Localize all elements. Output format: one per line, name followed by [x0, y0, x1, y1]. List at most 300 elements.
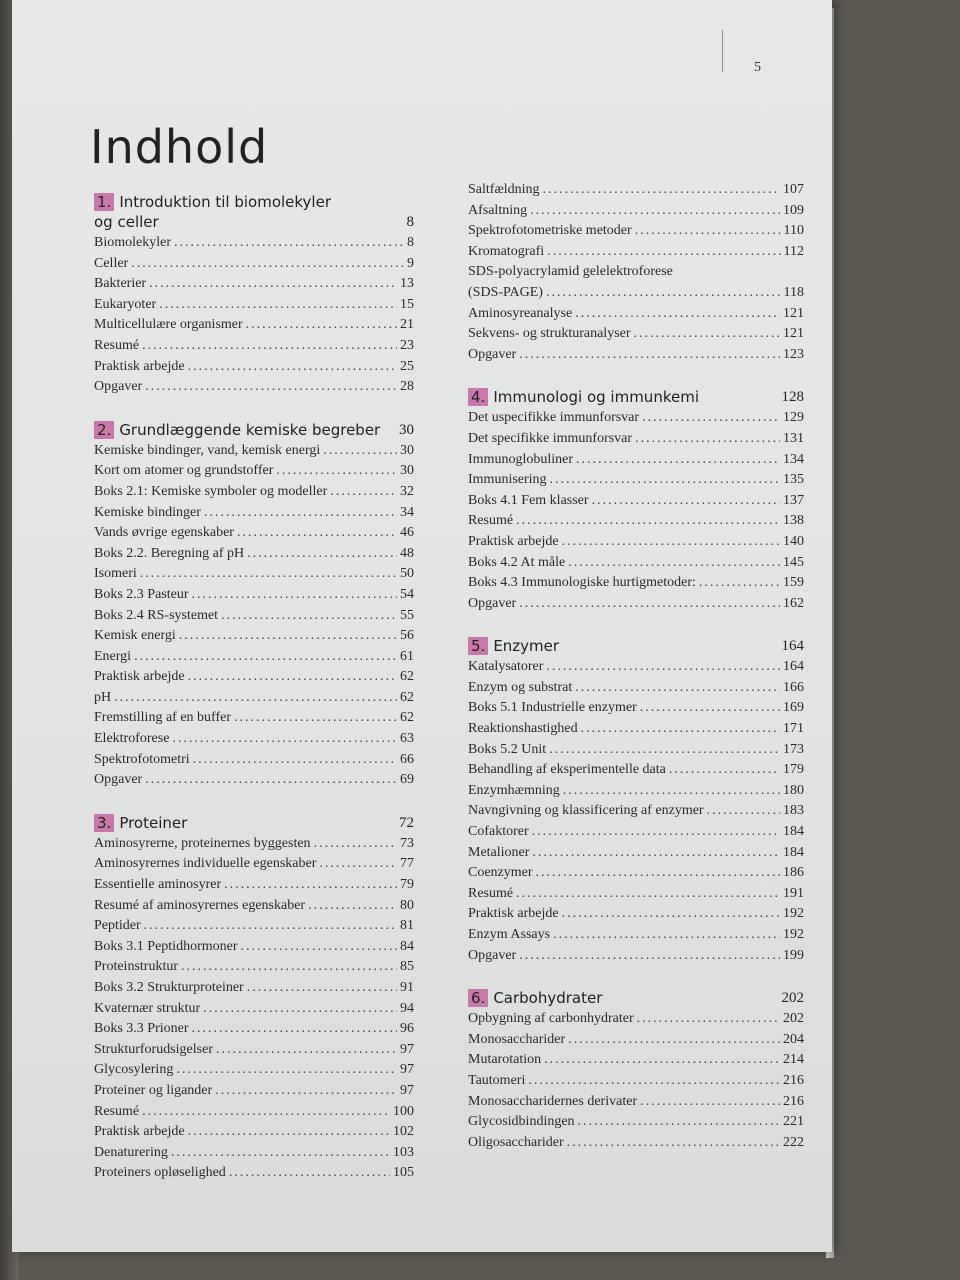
dot-leader [544, 1050, 780, 1071]
chapter-heading [468, 387, 804, 407]
toc-entry [94, 461, 414, 482]
toc-entry-page: 183 [783, 803, 804, 819]
toc-entry-label: Boks 2.2. Beregning af pH [94, 545, 245, 561]
toc-entry [468, 1030, 804, 1051]
toc-entry-label: Saltfældning [468, 182, 540, 197]
toc-entry [468, 450, 804, 471]
toc-entry-label: Det specifikke immunforsvar [468, 430, 633, 446]
chapter-title: Grundlæggende kemiske begreber [119, 420, 381, 439]
toc-entry-label: Praktisk arbejde [468, 533, 559, 549]
toc-entry-label: Vands øvrige egenskaber [94, 525, 234, 541]
toc-entry-page: 50 [400, 566, 414, 582]
dot-leader [532, 822, 780, 843]
toc-entry-page: 81 [400, 918, 414, 934]
toc-entry-label: Opgaver [94, 379, 143, 395]
toc-entry-page: 100 [393, 1103, 414, 1119]
toc-entry-page: 164 [783, 659, 804, 675]
dot-leader [323, 441, 397, 462]
dot-leader [145, 377, 397, 398]
toc-right-column [468, 180, 804, 1175]
dot-leader [516, 511, 780, 532]
toc-entry [94, 916, 414, 937]
toc-entry-page: 110 [783, 223, 804, 239]
dot-leader [642, 408, 780, 429]
toc-entry [468, 429, 804, 450]
toc-entry-page: 15 [400, 296, 414, 312]
dot-leader [192, 585, 398, 606]
chapter-number-badge: 2. [94, 421, 114, 439]
toc-entry-label: Boks 2.4 RS-systemet [94, 607, 219, 623]
toc-entry-label: Essentielle aminosyrer [94, 877, 222, 893]
toc-entry [94, 770, 414, 791]
toc-entry-page: 66 [400, 751, 414, 767]
toc-entry-label: Boks 4.3 Immunologiske hurtigmetoder: [468, 575, 696, 591]
toc-entry [468, 491, 804, 512]
toc-entry-page: 96 [400, 1021, 414, 1037]
toc-entry [94, 1019, 414, 1040]
dot-leader [637, 1009, 780, 1030]
dot-leader [149, 274, 397, 295]
toc-entry [94, 606, 414, 627]
toc-entry-label: Navngivning og klassificering af enzymer [468, 803, 704, 819]
toc-entry [94, 503, 414, 524]
toc-entry-page: 159 [783, 575, 804, 591]
toc-entry-page: 77 [400, 856, 414, 872]
toc-entry [94, 357, 414, 378]
toc-entry [94, 999, 414, 1020]
toc-entry [94, 667, 414, 688]
dot-leader [576, 450, 780, 471]
toc-entry-page: 191 [783, 885, 804, 901]
toc-entry-page: 30 [400, 442, 414, 458]
chapter-page: 30 [399, 421, 414, 438]
toc-entry [94, 1102, 414, 1123]
toc-entry-label: Coenzymer [468, 865, 533, 881]
chapter-number-badge: 3. [94, 814, 114, 832]
dot-leader [237, 523, 397, 544]
chapter-heading [94, 192, 414, 232]
toc-entry [468, 1071, 804, 1092]
toc-entry [94, 274, 414, 295]
toc-entry-label: Boks 3.1 Peptidhormoner [94, 938, 238, 954]
toc-entry-page: 145 [783, 554, 804, 570]
dot-leader [546, 283, 781, 304]
dot-leader [519, 345, 780, 366]
toc-entry-page: 69 [400, 772, 414, 788]
toc-entry-page: 123 [783, 346, 804, 362]
dot-leader [640, 698, 780, 719]
dot-leader [319, 854, 397, 875]
toc-entry [468, 904, 804, 925]
dot-leader [578, 1112, 780, 1133]
dot-leader [145, 770, 397, 791]
toc-entry-label: Boks 4.2 At måle [468, 554, 566, 570]
toc-entry [468, 760, 804, 781]
toc-entry-page: 131 [783, 430, 804, 446]
toc-entry-label: Kvaternær struktur [94, 1000, 201, 1016]
toc-entry-page: 140 [783, 533, 804, 549]
toc-entry-page: 32 [400, 483, 414, 499]
dot-leader [562, 904, 780, 925]
dot-leader [528, 1071, 780, 1092]
toc-entry [468, 201, 804, 222]
toc-entry-label: Opgaver [94, 772, 143, 788]
toc-entry-page: 105 [393, 1165, 414, 1181]
dot-leader [188, 357, 397, 378]
dot-leader [530, 201, 780, 222]
toc-entry [468, 573, 804, 594]
toc-entry-label: Bakterier [94, 276, 147, 292]
toc-entry-label: Proteiners opløselighed [94, 1165, 226, 1181]
dot-leader [215, 1081, 397, 1102]
dot-leader [241, 937, 398, 958]
toc-chapter [468, 988, 804, 1153]
dot-leader [562, 532, 780, 553]
dot-leader [699, 573, 780, 594]
toc-entry [468, 884, 804, 905]
toc-entry-page: 97 [400, 1062, 414, 1078]
toc-entry-page: 46 [400, 525, 414, 541]
dot-leader [575, 678, 780, 699]
toc-entry [94, 750, 414, 771]
toc-entry-page: 138 [783, 513, 804, 529]
toc-entry [94, 708, 414, 729]
chapter-page: 72 [399, 814, 414, 831]
toc-entry [94, 1122, 414, 1143]
toc-entry [94, 254, 414, 275]
toc-entry-label: Spektrofotometriske metoder [468, 223, 632, 239]
book-page [12, 0, 832, 1252]
toc-entry-label: Kromatografi [468, 243, 545, 259]
toc-entry-label: Opgaver [468, 346, 517, 362]
toc-entry [468, 781, 804, 802]
toc-entry-label: Biomolekyler [94, 235, 171, 250]
toc-entry-label: Praktisk arbejde [94, 669, 185, 685]
toc-entry-label: Multicellulære organismer [94, 317, 243, 333]
toc-entry-page: 221 [783, 1114, 804, 1130]
dot-leader [314, 834, 397, 855]
toc-left-column [94, 192, 414, 1206]
toc-entry-page: 23 [400, 337, 414, 353]
toc-entry [94, 564, 414, 585]
toc-entry-page: 222 [783, 1134, 804, 1150]
chapter-page: 164 [781, 638, 804, 655]
dot-leader [308, 896, 397, 917]
toc-entry [94, 896, 414, 917]
dot-leader [640, 1092, 780, 1113]
toc-entry-label: Elektroforese [94, 731, 170, 747]
toc-entry [94, 834, 414, 855]
toc-entry-page: 107 [783, 182, 804, 197]
toc-entry-label: Cofaktorer [468, 824, 529, 840]
toc-entry-label: Opgaver [468, 595, 517, 611]
dot-leader [192, 1019, 398, 1040]
dot-leader [172, 729, 397, 750]
chapter-number-badge: 6. [468, 989, 488, 1007]
toc-entry-label: Sekvens- og strukturanalyser [468, 326, 631, 342]
dot-leader [635, 429, 780, 450]
chapter-heading [94, 420, 414, 440]
toc-entry-label: Resumé af aminosyrernes egenskaber [94, 897, 306, 913]
toc-entry-label: Boks 5.2 Unit [468, 741, 547, 757]
toc-entry-page: 30 [400, 463, 414, 479]
toc-chapter [94, 192, 414, 398]
toc-entry-label: Boks 3.3 Prioner [94, 1021, 189, 1037]
toc-chapter [468, 636, 804, 966]
toc-entry-page: 162 [783, 595, 804, 611]
toc-entry [94, 441, 414, 462]
toc-entry [94, 585, 414, 606]
toc-entry-label: Aminosyreanalyse [468, 305, 573, 321]
toc-entry-label: Boks 2.1: Kemiske symboler og modeller [94, 483, 328, 499]
toc-entry-page: 84 [400, 938, 414, 954]
toc-entry-page: 202 [783, 1011, 804, 1027]
chapter-heading [468, 636, 804, 656]
toc-entry [94, 295, 414, 316]
toc-entry-label: Peptider [94, 918, 141, 934]
toc-entry-label: Boks 3.2 Strukturproteiner [94, 980, 244, 995]
toc-entry [468, 1112, 804, 1133]
toc-entry-page: 48 [400, 545, 414, 561]
toc-entry-page: 61 [400, 648, 414, 664]
toc-entry-label: Fremstilling af en buffer [94, 710, 231, 726]
dot-leader [134, 647, 397, 668]
dot-leader [563, 781, 780, 802]
toc-entry-label: Enzymhæmning [468, 782, 560, 798]
dot-leader [246, 315, 397, 336]
chapter-page: 128 [781, 389, 804, 406]
dot-leader [330, 482, 397, 503]
toc-entry [468, 324, 804, 345]
page-title: Indhold [90, 120, 269, 174]
toc-entry-page: 166 [783, 679, 804, 695]
toc-entry [468, 1050, 804, 1071]
toc-entry [468, 801, 804, 822]
toc-entry [468, 408, 804, 429]
toc-entry [94, 854, 414, 875]
chapter-number-badge: 4. [468, 388, 488, 406]
toc-entry-page: 73 [400, 835, 414, 851]
toc-entry [94, 957, 414, 978]
toc-entry-label: Opgaver [468, 947, 517, 963]
toc-entry [468, 532, 804, 553]
toc-entry-page: 97 [400, 1082, 414, 1098]
toc-entry-label: SDS-polyacrylamid gelelektroforese [468, 264, 673, 280]
toc-entry-page: 54 [400, 586, 414, 602]
dot-leader [221, 606, 397, 627]
dot-leader [174, 233, 404, 254]
toc-entry [94, 978, 414, 999]
dot-leader [547, 242, 780, 263]
toc-entry-label: Monosaccharidernes derivater [468, 1093, 638, 1109]
toc-entry-page: 180 [783, 782, 804, 798]
dot-leader [516, 884, 780, 905]
toc-entry-page: 55 [400, 607, 414, 623]
toc-entry-label: Strukturforudsigelser [94, 1041, 213, 1057]
toc-entry-page: 102 [393, 1124, 414, 1140]
dot-leader [142, 1102, 390, 1123]
toc-entry-page: 21 [400, 317, 414, 333]
toc-entry-page: 135 [783, 472, 804, 488]
toc-entry [468, 740, 804, 761]
toc-entry [468, 345, 804, 366]
toc-entry-label: Immunisering [468, 472, 547, 488]
toc-entry [468, 698, 804, 719]
toc-entry-page: 91 [400, 980, 414, 995]
chapter-title: Immunologi og immunkemi [493, 388, 699, 407]
toc-entry-page: 192 [783, 906, 804, 922]
chapter-title: Proteiner [119, 813, 188, 832]
toc-entry-label: Kemisk energi [94, 628, 176, 644]
toc-entry-label: Denaturering [94, 1144, 168, 1160]
dot-leader [114, 688, 397, 709]
toc-entry-page: 80 [400, 897, 414, 913]
chapter-heading [468, 988, 804, 1008]
dot-leader [532, 843, 780, 864]
toc-entry-label: Afsaltning [468, 202, 528, 218]
dot-leader [519, 946, 780, 967]
toc-entry-page: 216 [783, 1093, 804, 1109]
toc-entry [94, 1040, 414, 1061]
toc-entry-page: 94 [400, 1000, 414, 1016]
toc-entry [94, 377, 414, 398]
toc-entry-page: 179 [783, 762, 804, 778]
chapter-title: Enzymer [493, 637, 560, 656]
dot-leader [634, 324, 780, 345]
dot-leader [581, 719, 780, 740]
toc-entry-page: 9 [407, 255, 414, 271]
toc-entry [468, 221, 804, 242]
toc-entry-label: pH [94, 689, 112, 705]
toc-entry-label: Tautomeri [468, 1072, 526, 1088]
toc-entry [94, 875, 414, 896]
toc-entry-label: Glycosidbindingen [468, 1114, 575, 1130]
toc-entry-label: Resumé [94, 1103, 140, 1119]
toc-entry [468, 719, 804, 740]
toc-entry-page: 171 [783, 721, 804, 737]
toc-entry-page: 137 [783, 492, 804, 508]
dot-leader [575, 304, 780, 325]
toc-chapter [94, 813, 414, 1184]
toc-entry [94, 523, 414, 544]
toc-entry-page: 169 [783, 700, 804, 716]
toc-entry-label: Isomeri [94, 566, 137, 582]
toc-entry [468, 822, 804, 843]
toc-entry-label: Kemiske bindinger [94, 504, 201, 520]
toc-entry-page: 63 [400, 731, 414, 747]
dot-leader [176, 1060, 397, 1081]
toc-entry-page: 184 [783, 844, 804, 860]
toc-entry-label: Proteinstruktur [94, 959, 178, 975]
toc-entry [468, 262, 804, 283]
toc-entry-page: 13 [400, 276, 414, 292]
toc-entry-page: 8 [407, 235, 414, 250]
toc-entry-label: Aminosyrerne, proteinernes byggesten [94, 835, 311, 851]
dot-leader [193, 750, 397, 771]
dot-leader [669, 760, 780, 781]
toc-entry-label: Celler [94, 255, 129, 271]
chapter-title-line2: og celler [94, 213, 159, 231]
toc-entry [94, 336, 414, 357]
toc-entry-label: Enzym Assays [468, 927, 551, 942]
dot-leader [635, 221, 781, 242]
toc-entry-page: 109 [783, 202, 804, 218]
toc-entry [468, 242, 804, 263]
dot-leader [550, 470, 780, 491]
toc-entry-label: Boks 4.1 Fem klasser [468, 492, 589, 508]
toc-entry-page: 129 [783, 410, 804, 426]
dot-leader [592, 491, 780, 512]
dot-leader [567, 1133, 780, 1154]
dot-leader [203, 999, 397, 1020]
dot-leader [707, 801, 780, 822]
toc-entry-page: 112 [783, 243, 804, 259]
toc-entry-page: 121 [783, 305, 804, 321]
toc-entry [468, 180, 804, 201]
dot-leader [543, 180, 780, 201]
toc-entry-label: Katalysatorer [468, 659, 544, 675]
toc-entry [468, 304, 804, 325]
toc-entry-label: Mutarotation [468, 1052, 542, 1068]
toc-entry-page: 134 [783, 451, 804, 467]
toc-entry [468, 863, 804, 884]
dot-leader [188, 667, 397, 688]
dot-leader [229, 1163, 390, 1184]
toc-entry-page: 85 [400, 959, 414, 975]
dot-leader [536, 863, 780, 884]
dot-leader [142, 336, 397, 357]
toc-entry-page: 28 [400, 379, 414, 395]
toc-entry-label: Monosaccharider [468, 1031, 566, 1047]
header-rule [722, 30, 723, 72]
toc-entry [94, 647, 414, 668]
toc-entry-page: 118 [783, 284, 804, 300]
toc-entry-page: 204 [783, 1031, 804, 1047]
toc-entry-label: Behandling af eksperimentelle data [468, 762, 666, 778]
toc-entry [94, 233, 414, 254]
dot-leader [179, 626, 397, 647]
toc-entry-page: 186 [783, 865, 804, 881]
toc-chapter [468, 387, 804, 614]
toc-entry-label: Metalioner [468, 844, 530, 860]
toc-entry [468, 657, 804, 678]
toc-entry [94, 1060, 414, 1081]
toc-entry [94, 1163, 414, 1184]
dot-leader [234, 708, 397, 729]
page-number: 5 [754, 60, 761, 75]
toc-entry-label: Boks 2.3 Pasteur [94, 586, 189, 602]
toc-entry [468, 946, 804, 967]
toc-entry-label: Glycosylering [94, 1062, 174, 1078]
toc-entry-label: (SDS-PAGE) [468, 284, 543, 300]
dot-leader [140, 564, 397, 585]
toc-entry-label: Resumé [94, 337, 140, 353]
toc-entry-page: 199 [783, 947, 804, 963]
toc-entry-page: 62 [400, 669, 414, 685]
toc-continuation [468, 180, 804, 365]
toc-chapter [94, 420, 414, 791]
chapter-page: 202 [781, 990, 804, 1007]
toc-entry-label: Kemiske bindinger, vand, kemisk energi [94, 442, 321, 458]
toc-entry-label: Eukaryoter [94, 296, 157, 312]
dot-leader [519, 594, 780, 615]
chapter-heading [94, 813, 414, 833]
dot-leader [171, 1143, 390, 1164]
dot-leader [131, 254, 404, 275]
toc-entry-label: Reaktionshastighed [468, 721, 578, 737]
toc-entry [468, 1009, 804, 1030]
toc-entry-page: 192 [783, 927, 804, 942]
